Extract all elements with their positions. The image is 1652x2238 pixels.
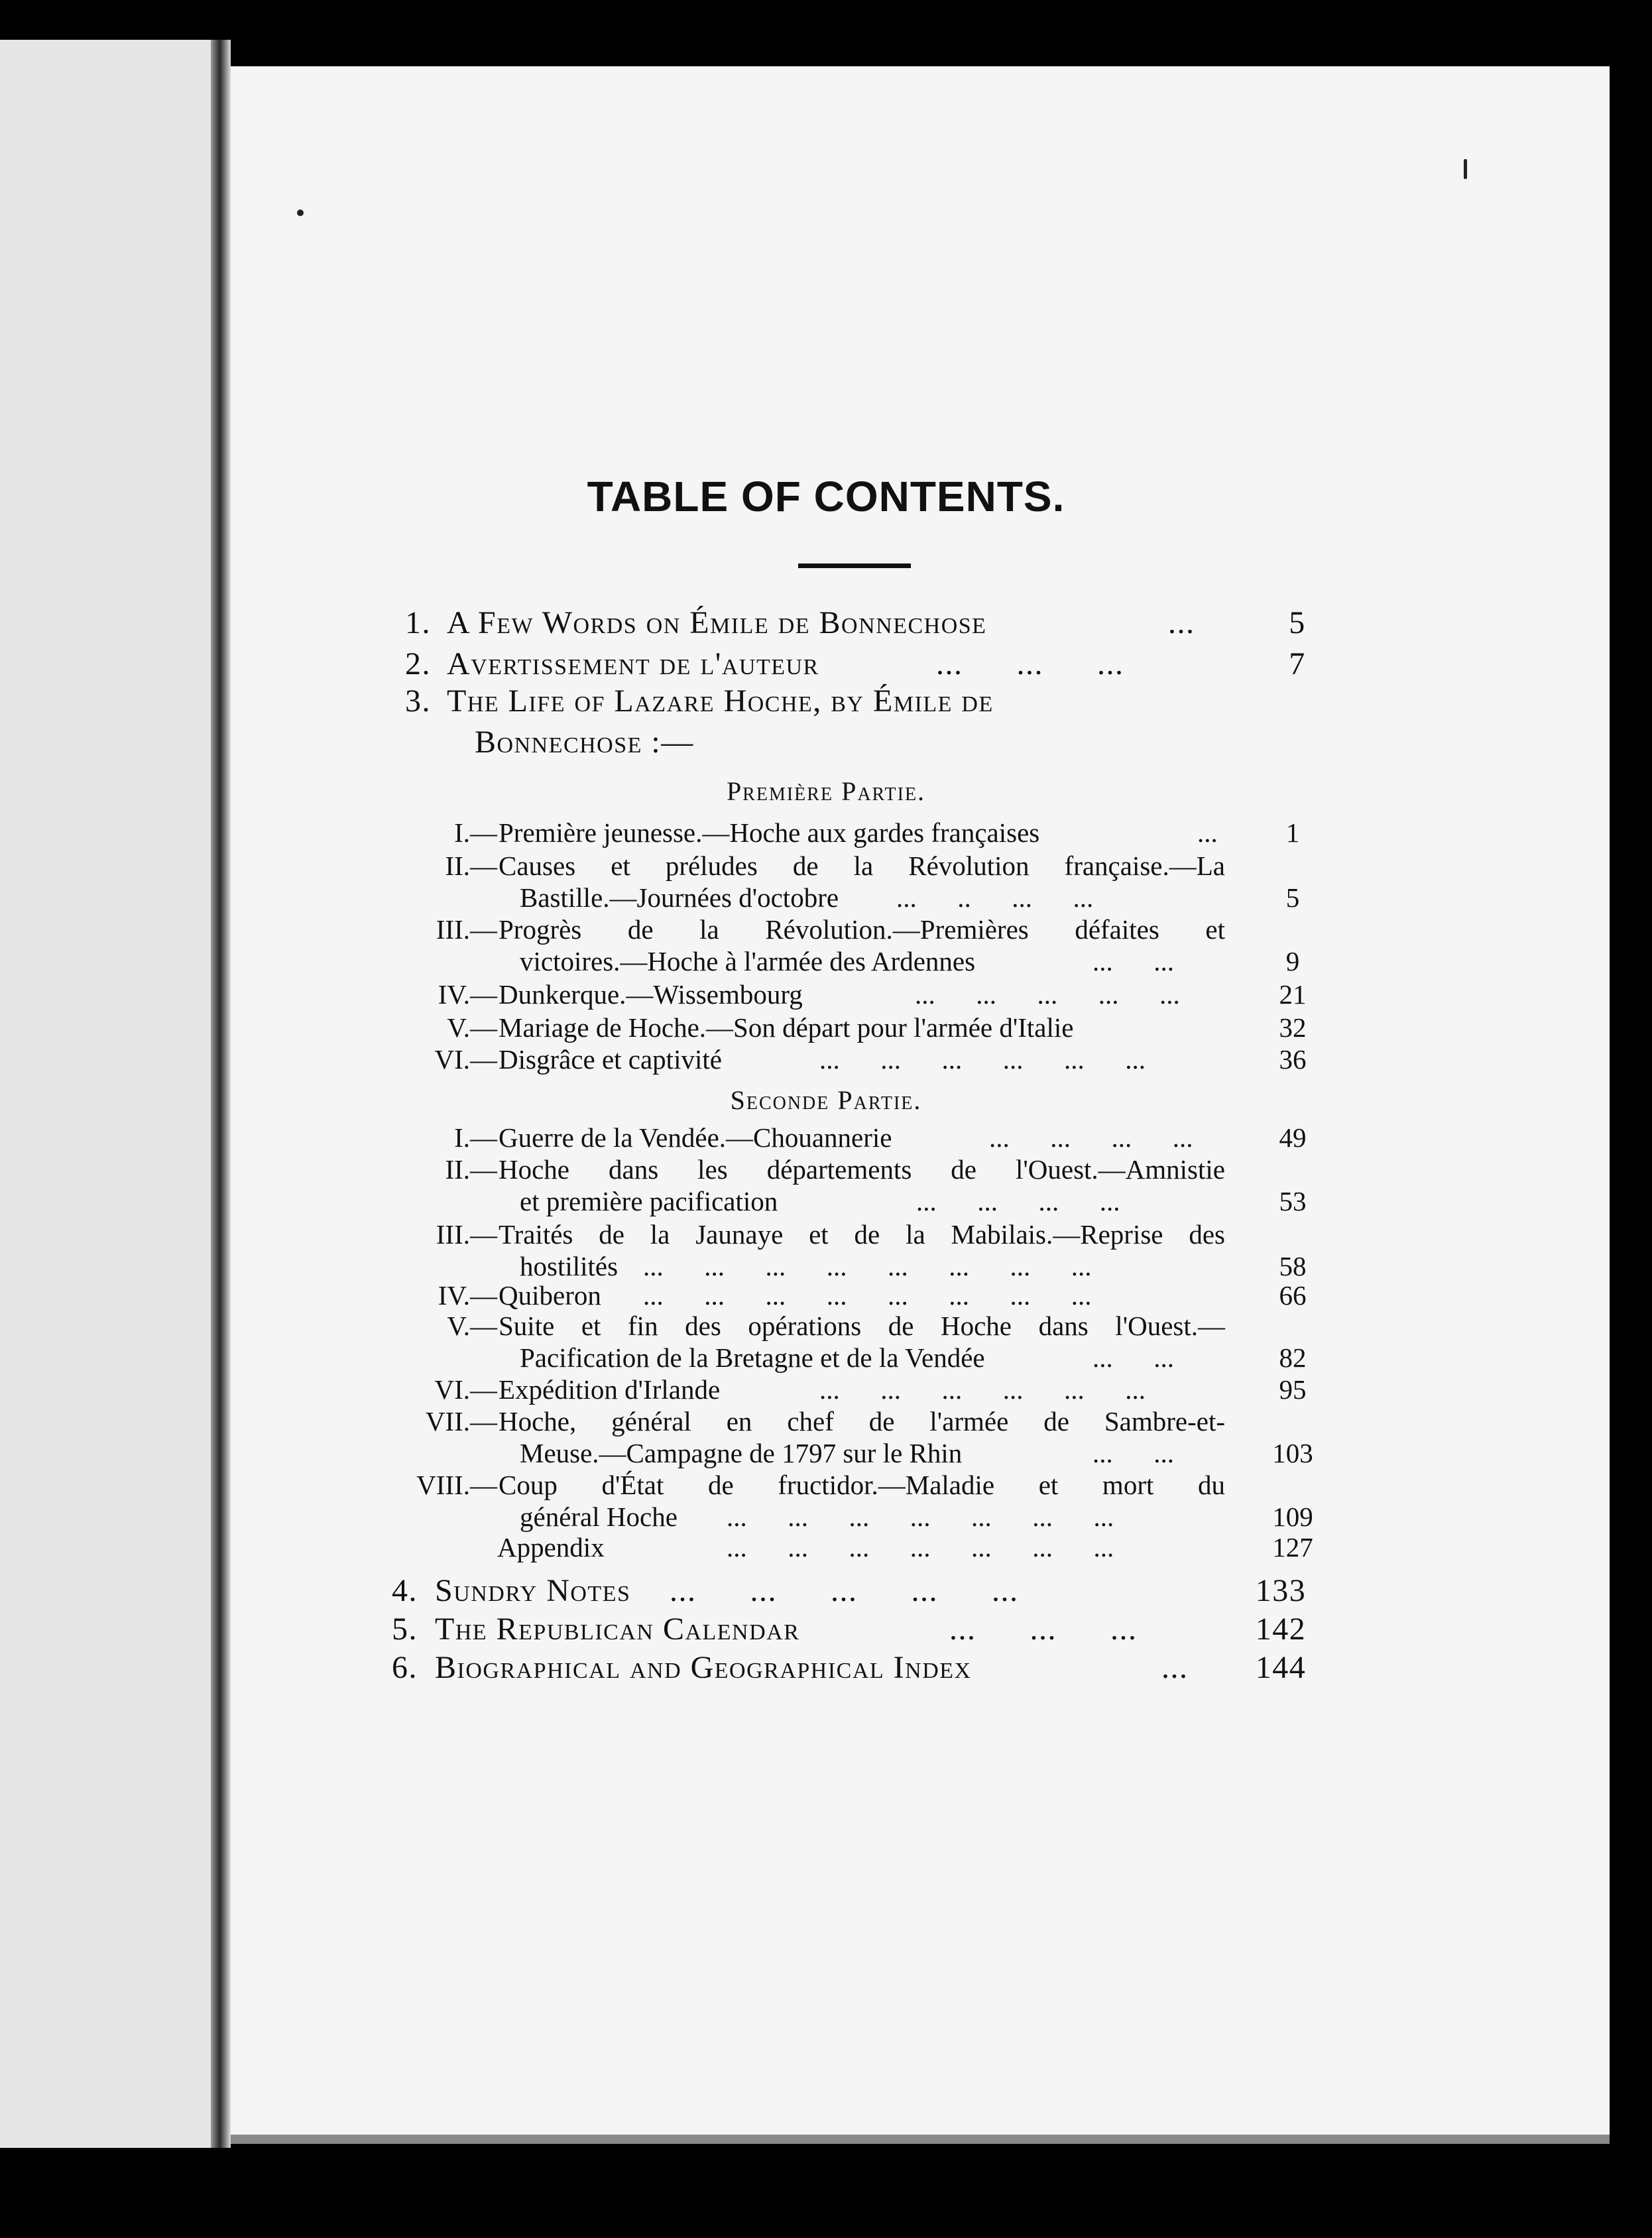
chapter-title: Quiberon [499, 1280, 601, 1311]
chapter-title-continued: et première pacification [520, 1186, 778, 1216]
entry-number: 4. [392, 1573, 418, 1608]
chapter-number: VI.— [434, 1044, 497, 1075]
toc-entry [0, 1649, 1652, 1692]
toc-subentry [0, 1531, 1652, 1574]
page-number: 1 [1285, 817, 1300, 848]
page-number: 133 [1255, 1573, 1307, 1608]
leader-dots: ... .. ... ... [896, 882, 1094, 913]
page-number: 58 [1279, 1251, 1307, 1281]
leader-dots: ... ... ... [936, 646, 1124, 681]
page-number: 82 [1279, 1342, 1307, 1373]
page-number: 53 [1279, 1186, 1307, 1216]
leader-dots: ... ... ... ... ... ... [819, 1374, 1146, 1405]
page-number: 5 [1285, 882, 1300, 913]
entry-number: 1. [405, 605, 431, 640]
chapter-title-continued: victoires.—Hoche à l'armée des Ardennes [520, 946, 976, 976]
leader-dots: ... ... ... ... ... [915, 979, 1180, 1010]
page-number: 142 [1255, 1612, 1307, 1647]
leader-dots: ... ... ... ... ... [670, 1573, 1019, 1608]
page-number: 144 [1255, 1650, 1307, 1685]
chapter-number: IV.— [438, 1280, 497, 1311]
leader-dots: ... ... [1092, 1342, 1174, 1373]
chapter-title: Disgrâce et captivité [499, 1044, 722, 1075]
part-heading: Seconde Partie. [730, 1085, 922, 1115]
chapter-title: Guerre de la Vendée.—Chouannerie [499, 1122, 892, 1153]
chapter-number: III.— [436, 1219, 497, 1250]
page-number: 109 [1272, 1502, 1313, 1532]
chapter-title: Causes et préludes de la Révolution française.—La [499, 851, 1225, 881]
entry-title: The Republican Calendar [435, 1612, 800, 1647]
leader-dots: ... ... ... ... ... ... ... ... [643, 1251, 1092, 1281]
leader-dots: ... [1197, 817, 1218, 848]
entry-number: 3. [405, 683, 431, 719]
chapter-title-continued: Meuse.—Campagne de 1797 sur le Rhin [520, 1438, 963, 1468]
chapter-title: Hoche, général en chef de l'armée de Sambre-et- [499, 1406, 1225, 1437]
page-number: 32 [1279, 1012, 1307, 1043]
toc-entry [0, 646, 1652, 688]
chapter-title: Progrès de la Révolution.—Premières défaites et [499, 914, 1225, 945]
entry-title: Avertissement de l'auteur [447, 646, 819, 681]
chapter-title-continued: général Hoche [520, 1502, 678, 1532]
leader-dots: ... ... ... ... ... ... [819, 1044, 1146, 1075]
page-number: 95 [1279, 1374, 1307, 1405]
entry-number: 2. [405, 646, 431, 681]
leader-dots: ... [1168, 605, 1195, 640]
part-heading: Première Partie. [726, 776, 926, 806]
page-number: 36 [1279, 1044, 1307, 1075]
leader-dots: ... ... [1092, 946, 1174, 976]
page-number: 66 [1279, 1280, 1307, 1311]
page-number: 9 [1285, 946, 1300, 976]
chapter-number: VIII.— [416, 1470, 497, 1500]
toc-entry [0, 1572, 1652, 1615]
chapter-title: Suite et fin des opérations de Hoche dans l'Ouest.— [499, 1311, 1225, 1341]
chapter-number: V.— [447, 1311, 497, 1341]
leader-dots: ... [1161, 1650, 1189, 1685]
page-number: 21 [1279, 979, 1307, 1010]
leader-dots: ... ... ... [949, 1612, 1138, 1647]
page-number: 127 [1272, 1532, 1313, 1562]
toc-entry [0, 683, 1652, 725]
chapter-number: II.— [445, 851, 497, 881]
chapter-title-continued: Pacification de la Bretagne et de la Vendée [520, 1342, 985, 1373]
chapter-title: Coup d'État de fructidor.—Maladie et mort du [499, 1470, 1225, 1500]
leader-dots: ... ... ... ... [916, 1186, 1120, 1216]
page-title: TABLE OF CONTENTS. [587, 473, 1065, 520]
speck-mark [297, 209, 304, 216]
chapter-number: VII.— [425, 1406, 497, 1437]
leader-dots: ... ... ... ... ... ... ... ... [643, 1280, 1092, 1311]
toc-entry [0, 1611, 1652, 1653]
page-number: 49 [1279, 1122, 1307, 1153]
leader-dots: ... ... ... ... ... ... ... [727, 1532, 1114, 1562]
chapter-title: Expédition d'Irlande [499, 1374, 721, 1405]
page-number: 7 [1289, 646, 1306, 681]
chapter-title-continued: hostilités [520, 1251, 619, 1281]
chapter-title: Appendix [497, 1532, 605, 1562]
chapter-title: Hoche dans les départements de l'Ouest.—Amnistie [499, 1154, 1225, 1185]
chapter-number: IV.— [438, 979, 497, 1010]
chapter-title: Dunkerque.—Wissembourg [499, 979, 803, 1010]
chapter-title: Traités de la Jaunaye et de la Mabilais.—Reprise des [499, 1219, 1225, 1250]
entry-title: The Life of Lazare Hoche, by Émile de [447, 683, 994, 719]
page-number: 5 [1289, 605, 1306, 640]
page-number: 103 [1272, 1438, 1313, 1468]
chapter-title-continued: Bastille.—Journées d'octobre [520, 882, 839, 913]
chapter-number: I.— [454, 817, 497, 848]
title-rule [798, 563, 911, 568]
entry-title-continued: Bonnechose :— [475, 725, 694, 760]
leader-dots: ... ... [1092, 1438, 1174, 1468]
chapter-number: III.— [436, 914, 497, 945]
entry-number: 6. [392, 1650, 418, 1685]
chapter-number: I.— [454, 1122, 497, 1153]
toc-subentry [0, 1043, 1652, 1086]
page-bottom-edge [231, 2135, 1610, 2144]
toc-entry [0, 605, 1652, 647]
leader-dots: ... ... ... ... ... ... ... [727, 1502, 1114, 1532]
entry-title: Biographical and Geographical Index [435, 1650, 972, 1685]
speck-mark [1464, 159, 1467, 179]
entry-title: A Few Words on Émile de Bonnechose [447, 605, 987, 640]
leader-dots: ... ... ... ... [989, 1122, 1193, 1153]
chapter-number: VI.— [434, 1374, 497, 1405]
entry-title: Sundry Notes [435, 1573, 631, 1608]
chapter-number: V.— [447, 1012, 497, 1043]
toc-entry-continuation [0, 724, 1652, 766]
chapter-title: Mariage de Hoche.—Son départ pour l'armée d'Italie [499, 1012, 1074, 1043]
chapter-title: Première jeunesse.—Hoche aux gardes françaises [499, 817, 1040, 848]
chapter-number: II.— [445, 1154, 497, 1185]
entry-number: 5. [392, 1612, 418, 1647]
